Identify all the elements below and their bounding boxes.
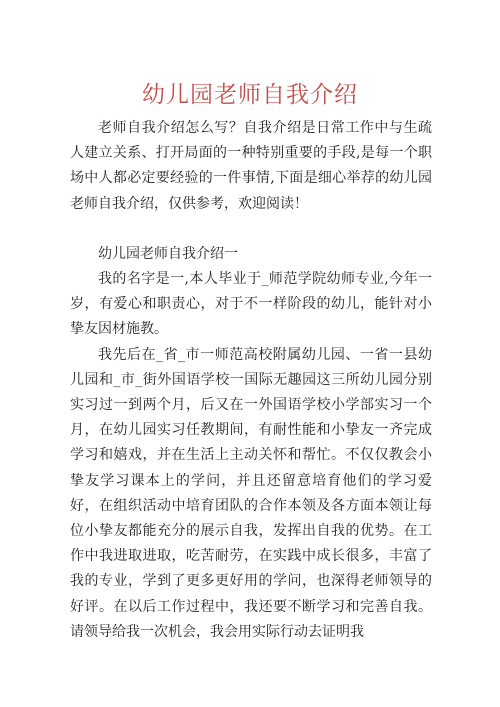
intro-paragraph: 老师自我介绍怎么写？自我介绍是日常工作中与生疏人建立关系、打开局面的一种特别重要的手段,是每一个职场中人都必定要经验的一件事情,下面是细心举荐的幼儿园老师自我介绍，仅供参考，欢迎阅读！ <box>70 120 432 212</box>
section-heading: 幼儿园老师自我介绍一 <box>98 245 238 262</box>
paragraph-gap <box>70 217 432 242</box>
document-title: 幼儿园老师自我介绍 <box>142 82 358 108</box>
document-body <box>70 116 432 645</box>
body-paragraph-2: 我先后在_省_市一师范高校附属幼儿园、一省一县幼儿园和_市_街外国语学校一国际无趣园这三所幼儿园分别实习过一到两个月，后又在一外国语学校小学部实习一个月，在幼儿园实习任教期间，有耐性能和小挚友一齐完成学习和嬉戏，并在生活上主动关怀和帮忙。不仅仅教会小挚友学习课本上的学问，并且还留意培育他们的学习爱好，在组织活动中培育团队的合作本领及各方面本领让每位小挚友都能充分的展示自我，发挥出自我的优势。在工作中我进取进取，吃苦耐劳，在实践中成长很多，丰富了我的专业，学到了更多更好用的学问，也深得老师领导的好评。在以后工作过程中，我还要不断学习和完善自我。请领导给我一次机会，我会用实际行动去证明我 <box>70 346 432 640</box>
body-paragraph-1: 我的名字是一,本人毕业于_师范学院幼师专业,今年一岁，有爱心和职责心，对于不一样阶段的幼儿，能针对小挚友因材施教。 <box>70 271 432 338</box>
